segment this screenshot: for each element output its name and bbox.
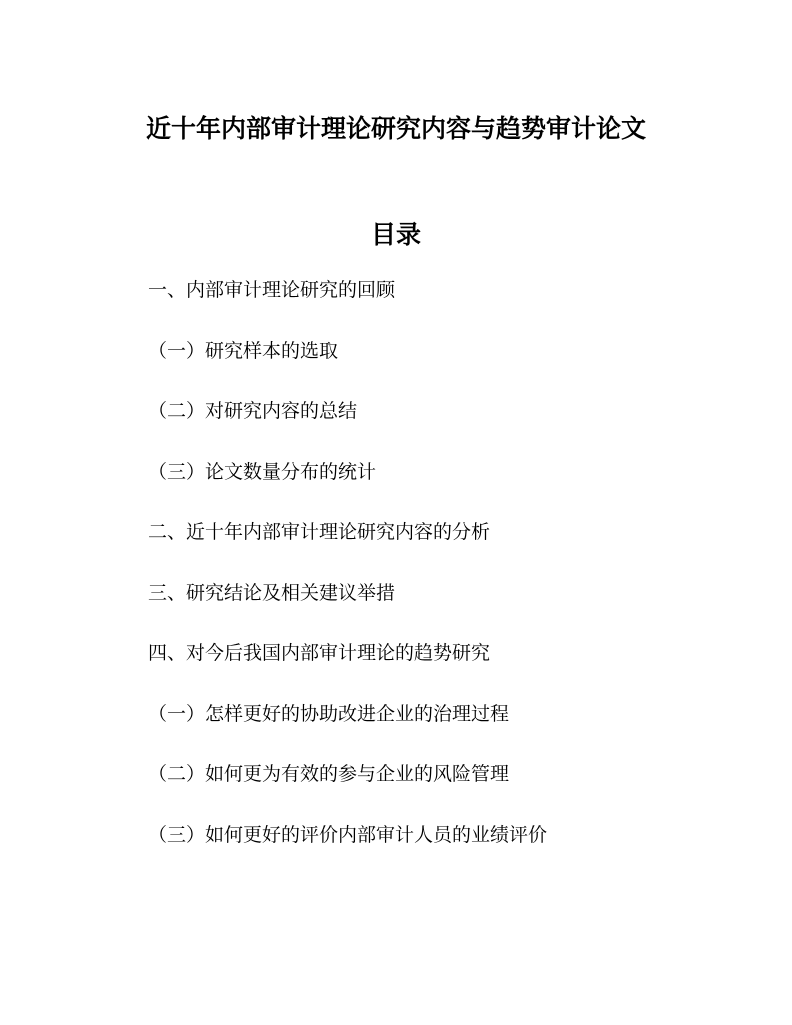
toc-item-section-1: 一、内部审计理论研究的回顾 xyxy=(148,279,396,301)
toc-item-section-1-1: （一）研究样本的选取 xyxy=(148,339,339,362)
toc-heading: 目录 xyxy=(370,220,421,249)
toc-item-section-1-3: （三）论文数量分布的统计 xyxy=(148,460,377,483)
toc-item-section-4-2: （二）如何更为有效的参与企业的风险管理 xyxy=(148,763,510,785)
document-title: 近十年内部审计理论研究内容与趋势审计论文 xyxy=(145,114,646,143)
toc-item-section-2: 二、近十年内部审计理论研究内容的分析 xyxy=(148,521,491,543)
toc-list xyxy=(148,276,547,881)
toc-item-section-4-1: （一）怎样更好的协助改进企业的治理过程 xyxy=(148,702,510,725)
toc-item-section-4: 四、对今后我国内部审计理论的趋势研究 xyxy=(148,642,491,664)
toc-item-section-4-3: （三）如何更好的评价内部审计人员的业绩评价 xyxy=(148,823,548,846)
toc-item-section-1-2: （二）对研究内容的总结 xyxy=(148,400,358,422)
toc-item-section-3: 三、研究结论及相关建议举措 xyxy=(148,581,396,604)
